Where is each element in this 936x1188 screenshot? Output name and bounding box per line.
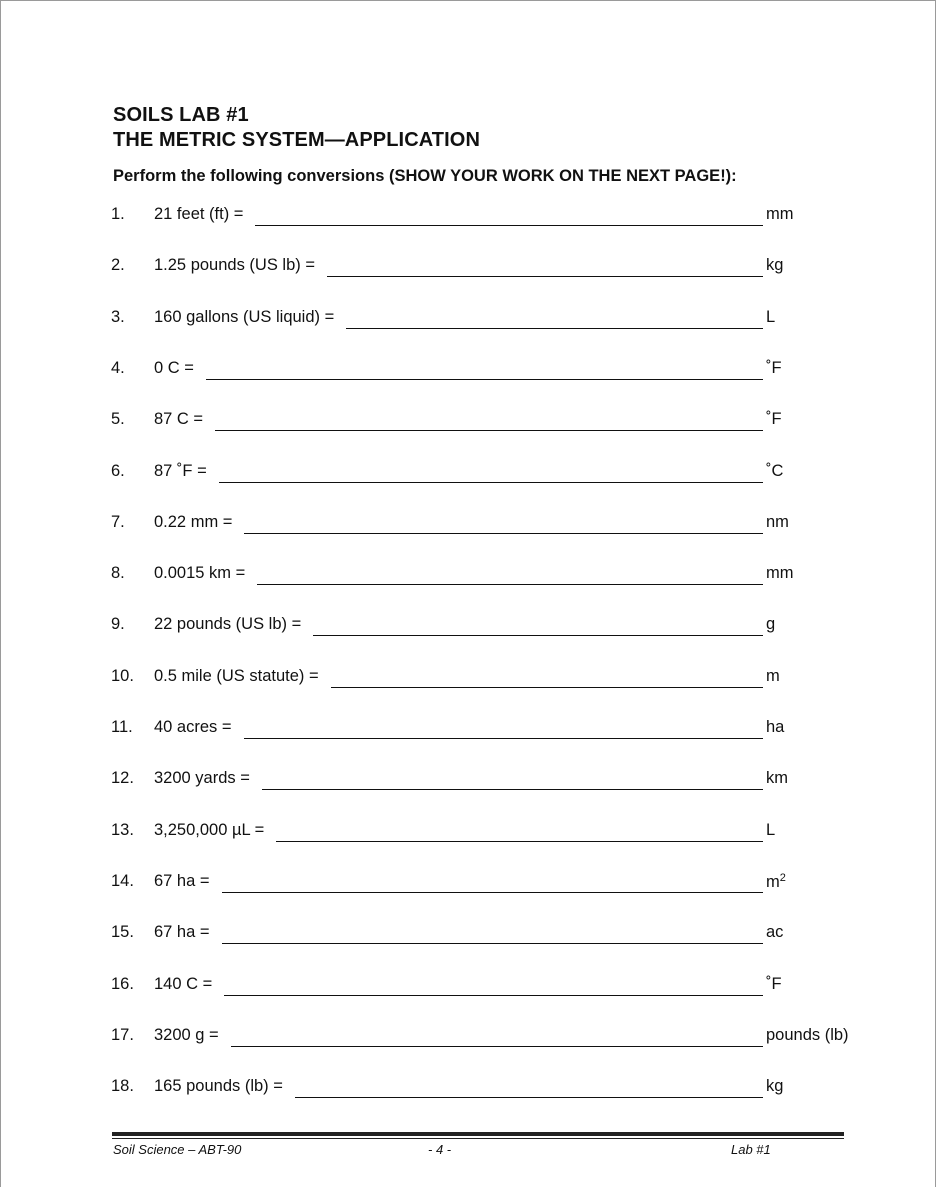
item-number: 2. xyxy=(111,256,125,274)
item-number: 7. xyxy=(111,513,125,531)
item-number: 8. xyxy=(111,564,125,582)
item-number: 4. xyxy=(111,359,125,377)
answer-blank[interactable] xyxy=(313,635,763,636)
answer-blank[interactable] xyxy=(276,841,763,842)
answer-blank[interactable] xyxy=(295,1097,763,1098)
unit-text: g xyxy=(766,615,776,633)
item-question: 1.25 pounds (US lb) = xyxy=(154,256,315,274)
unit-text: nm xyxy=(766,513,789,531)
conversion-item xyxy=(111,718,871,742)
conversion-item xyxy=(111,308,871,332)
unit-superscript: 2 xyxy=(779,872,786,884)
lab-subtitle: THE METRIC SYSTEM—APPLICATION xyxy=(113,129,480,151)
unit-text: ˚F xyxy=(766,359,782,377)
conversion-item xyxy=(111,513,871,537)
conversion-item xyxy=(111,769,871,793)
conversion-item xyxy=(111,564,871,588)
item-unit xyxy=(766,615,775,634)
item-unit xyxy=(766,359,782,378)
unit-text: ˚F xyxy=(766,410,782,428)
item-unit xyxy=(766,462,783,481)
item-number: 12. xyxy=(111,769,134,787)
conversion-item xyxy=(111,359,871,383)
item-question: 3200 g = xyxy=(154,1026,219,1044)
item-question: 3200 yards = xyxy=(154,769,250,787)
item-number: 17. xyxy=(111,1026,134,1044)
lab-title: SOILS LAB #1 xyxy=(113,104,249,126)
answer-blank[interactable] xyxy=(262,789,763,790)
item-question: 40 acres = xyxy=(154,718,232,736)
unit-text: mm xyxy=(766,205,794,223)
item-number: 14. xyxy=(111,872,134,890)
answer-blank[interactable] xyxy=(327,276,763,277)
item-unit xyxy=(766,513,789,532)
answer-blank[interactable] xyxy=(222,892,763,893)
item-unit xyxy=(766,718,784,737)
conversion-item xyxy=(111,872,871,896)
unit-text: kg xyxy=(766,256,784,274)
answer-blank[interactable] xyxy=(219,482,763,483)
item-number: 9. xyxy=(111,615,125,633)
item-question: 0 C = xyxy=(154,359,194,377)
item-number: 10. xyxy=(111,667,134,685)
item-question: 3,250,000 µL = xyxy=(154,821,265,839)
answer-blank[interactable] xyxy=(222,943,763,944)
item-question: 0.0015 km = xyxy=(154,564,246,582)
unit-text: pounds (lb) xyxy=(766,1026,849,1044)
item-unit xyxy=(766,923,783,942)
conversion-item xyxy=(111,615,871,639)
item-question: 67 ha = xyxy=(154,923,210,941)
conversion-item xyxy=(111,923,871,947)
item-question: 0.22 mm = xyxy=(154,513,233,531)
item-unit xyxy=(766,564,794,583)
unit-text: km xyxy=(766,769,788,787)
conversion-item xyxy=(111,1026,871,1050)
item-question: 87 C = xyxy=(154,410,204,428)
unit-text: m xyxy=(766,873,780,891)
footer-page-number: - 4 - xyxy=(428,1142,452,1157)
item-number: 1. xyxy=(111,205,125,223)
item-question: 140 C = xyxy=(154,975,213,993)
item-unit xyxy=(766,667,780,686)
item-number: 16. xyxy=(111,975,134,993)
unit-text: L xyxy=(766,821,776,839)
answer-blank[interactable] xyxy=(206,379,763,380)
answer-blank[interactable] xyxy=(346,328,763,329)
conversion-item xyxy=(111,667,871,691)
unit-text: ha xyxy=(766,718,785,736)
item-number: 6. xyxy=(111,462,125,480)
item-unit xyxy=(766,1077,783,1096)
item-unit xyxy=(766,1026,849,1045)
conversion-item xyxy=(111,975,871,999)
unit-text: ˚F xyxy=(766,975,782,993)
unit-text: ac xyxy=(766,923,784,941)
answer-blank[interactable] xyxy=(244,738,763,739)
conversion-item xyxy=(111,205,871,229)
conversion-item xyxy=(111,462,871,486)
item-unit xyxy=(766,872,786,892)
item-unit xyxy=(766,975,782,994)
footer-rule xyxy=(112,1132,844,1136)
conversion-item xyxy=(111,1077,871,1101)
item-number: 13. xyxy=(111,821,134,839)
conversion-item xyxy=(111,410,871,434)
item-question: 160 gallons (US liquid) = xyxy=(154,308,335,326)
unit-text: mm xyxy=(766,564,794,582)
item-number: 18. xyxy=(111,1077,134,1095)
item-number: 5. xyxy=(111,410,125,428)
item-question: 0.5 mile (US statute) = xyxy=(154,667,319,685)
item-unit xyxy=(766,205,794,224)
unit-text: kg xyxy=(766,1077,784,1095)
answer-blank[interactable] xyxy=(255,225,763,226)
item-number: 15. xyxy=(111,923,134,941)
unit-text: m xyxy=(766,667,780,685)
answer-blank[interactable] xyxy=(257,584,763,585)
conversion-item xyxy=(111,256,871,280)
item-unit xyxy=(766,308,775,327)
footer-lab-label: Lab #1 xyxy=(731,1142,771,1157)
item-unit xyxy=(766,256,783,275)
unit-text: L xyxy=(766,308,776,326)
unit-text: ˚C xyxy=(766,462,784,480)
footer-course: Soil Science – ABT-90 xyxy=(113,1142,242,1157)
answer-blank[interactable] xyxy=(331,687,763,688)
footer-rule-thin xyxy=(112,1138,844,1139)
instructions: Perform the following conversions (SHOW YOUR WORK ON THE NEXT PAGE!): xyxy=(113,167,737,185)
answer-blank[interactable] xyxy=(231,1046,763,1047)
item-number: 3. xyxy=(111,308,125,326)
item-question: 21 feet (ft) = xyxy=(154,205,244,223)
conversion-item xyxy=(111,821,871,845)
item-question: 22 pounds (US lb) = xyxy=(154,615,302,633)
item-unit xyxy=(766,410,782,429)
answer-blank[interactable] xyxy=(215,430,763,431)
item-question: 87 ˚F = xyxy=(154,462,207,480)
item-question: 67 ha = xyxy=(154,872,210,890)
item-unit xyxy=(766,769,788,788)
answer-blank[interactable] xyxy=(224,995,763,996)
item-unit xyxy=(766,821,775,840)
answer-blank[interactable] xyxy=(244,533,763,534)
item-number: 11. xyxy=(111,718,133,736)
item-question: 165 pounds (lb) = xyxy=(154,1077,283,1095)
